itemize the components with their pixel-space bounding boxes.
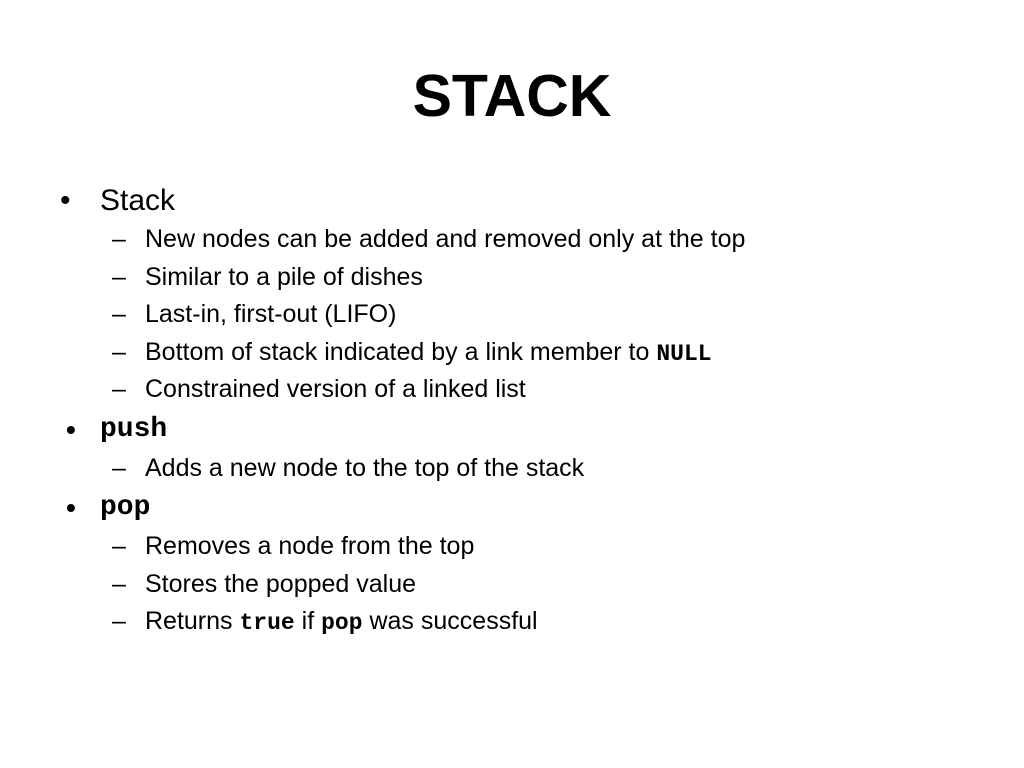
sub-bullet <box>60 450 980 488</box>
sub-bullet <box>60 528 980 566</box>
dash-icon: – <box>112 262 126 291</box>
sub-bullet <box>60 566 980 604</box>
code-true: true <box>239 610 295 636</box>
sub-bullet <box>60 603 980 641</box>
sub-bullet <box>60 296 980 334</box>
text-run: was successful <box>362 607 538 635</box>
code-null: NULL <box>656 340 712 367</box>
code-pop: pop <box>321 610 363 636</box>
dash-icon: – <box>112 375 126 403</box>
text-run: if <box>294 607 322 635</box>
dash-icon: – <box>112 569 126 598</box>
text-run: Returns <box>145 607 240 635</box>
sub-bullet-text <box>145 334 712 374</box>
bullet-heading: push <box>100 413 168 445</box>
sub-bullet-text: Constrained version of a linked list <box>145 375 526 403</box>
sub-bullet-text: Adds a new node to the top of the stack <box>145 453 585 482</box>
sub-bullet-text: Similar to a pile of dishes <box>145 262 423 291</box>
sub-bullet-text: New nodes can be added and removed only at the top <box>145 225 746 253</box>
sub-bullet <box>60 371 980 409</box>
slide-title: STACK <box>412 63 612 129</box>
sub-bullet-text: Removes a node from the top <box>145 532 475 560</box>
bullet-heading: pop <box>100 492 151 523</box>
dash-icon: – <box>112 607 126 635</box>
sub-bullet <box>60 259 980 297</box>
bullet-pop <box>60 487 980 528</box>
sub-bullet-text: Last-in, first-out (LIFO) <box>145 300 397 328</box>
bullet-push <box>60 409 980 450</box>
bullet-icon: • <box>66 492 76 523</box>
dash-icon: – <box>112 337 126 366</box>
dash-icon: – <box>112 300 126 328</box>
text-run: Bottom of stack indicated by a link member to <box>145 337 657 366</box>
slide-body <box>60 180 980 641</box>
bullet-icon: • <box>66 413 76 445</box>
sub-bullet-text: Stores the popped value <box>145 569 417 598</box>
dash-icon: – <box>112 225 126 253</box>
bullet-heading: Stack <box>100 184 176 217</box>
dash-icon: – <box>112 532 126 560</box>
sub-bullet <box>60 334 980 372</box>
dash-icon: – <box>112 453 126 482</box>
sub-bullet-text <box>145 603 538 643</box>
sub-bullet <box>60 221 980 259</box>
bullet-icon: • <box>60 184 71 217</box>
bullet-stack <box>60 180 980 221</box>
